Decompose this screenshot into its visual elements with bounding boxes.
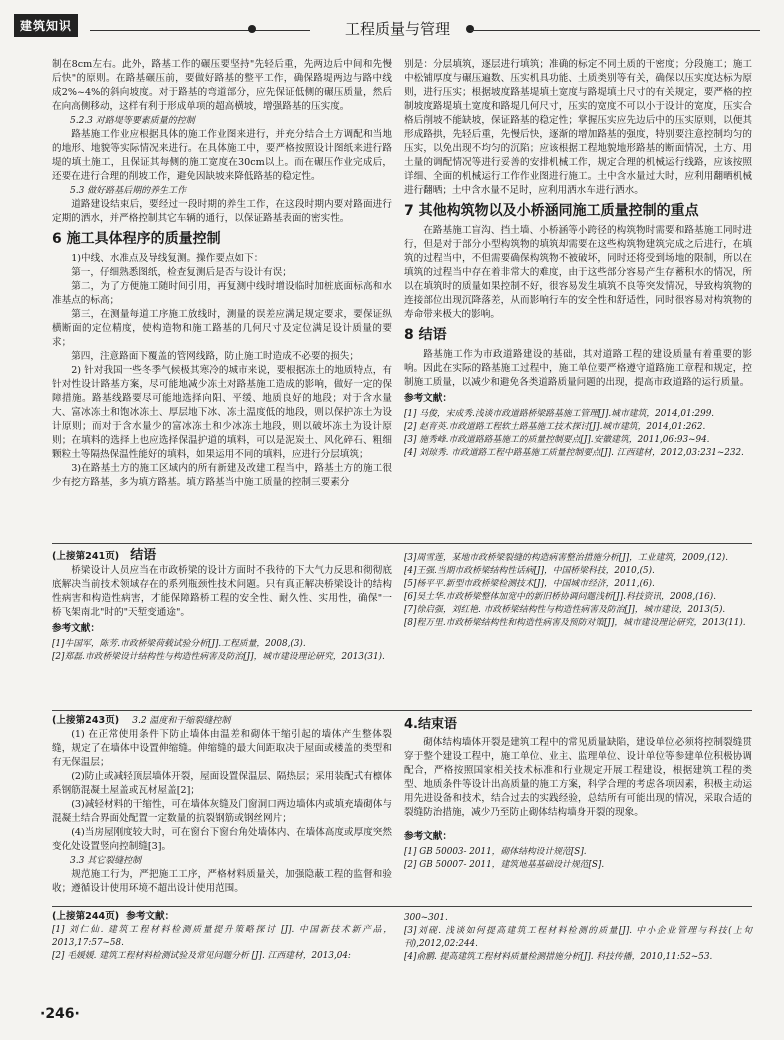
reference-item: [3]刘砚. 浅谈如何提高建筑工程材料检测的质量[J]. 中小企业管理与科技(上旬刊),2012,02:244. [404,926,752,949]
section-heading: 6 施工具体程序的质量控制 [52,231,221,247]
section-divider [52,543,752,544]
paragraph: 第一，仔细熟悉图纸，检查复测后是否与设计有误； [71,267,292,278]
reference-item: [1] 刘仁仙. 建筑工程材料检测质量提升策略探讨 [J]. 中国新技术新产品，2013,17:57~58. [52,925,392,948]
section-heading: 8 结语 [404,327,447,343]
materials-article-right-column [404,912,752,964]
section-heading: 结语 [130,548,157,563]
paragraph: 别是：分层填筑，逐层进行填筑；准确的标定不同土质的干密度；分段施工；施工中松铺厚度与碾压遍数、压实机具功能、土质类别等有关，确保以压实度达标为原则，进行压实；根据坡度路基堤填土宽度与路堤填土尺寸的有关规定，要严格的控制坡度路堤填土宽度和路堤几何尺寸，压实的宽度不可以小于设计的宽度，压实合格后削坡不能缺坡，保证路基的稳定性；掌握压实应先边后中的压实原则，以便其形成路拱，先轻后重，先慢后快，逐渐的增加路基的强度，特别要注意控制均匀的压实，以免出现不均匀的沉陷；应该根据工程地貌地形路基的断面情况，土方、用土量的调配情况等进行妥善的安排机械工作，规定合理的机械运行线路，应该按照详细、全面的机械运行工作作业图进行施工。土中含水量过大时，应利用翻晒机械进行翻晒；土中含水量不足时，应利用洒水车进行洒水。 [404,59,752,196]
section-heading: 4.结束语 [404,717,457,732]
reference-item: [5]杨平平.新型市政桥梁检测技术[J]，中国城市经济，2011,(6). [404,579,655,589]
paragraph: 桥梁设计人员应当在市政桥梁的设计方面时不我待的下大气力反思和彻彻底底解决当前技术领域存在的系列瓶颈性技术问题。只有真正解决桥梁设计的结构性病害和构造性病害，才能保障路桥工程的安全性、耐久性、实用性，确保"一桥飞架南北"时的"天堑变通途"。 [52,565,392,618]
continued-from-label: (上接第243页) [52,715,120,726]
reference-item: [4] 刘琼秀. 市政道路工程中路基施工质量控制要点[J]. 江西建材，2012,03:231~232. [404,448,744,458]
paragraph: (1) 在正常使用条件下防止墙体由温差和砌体干缩引起的墙体产生整体裂缝，规定了在墙体中设置伸缩缝。伸缩缝的最大间距取决于屋面或楼盖的类型和有无保温层； [52,729,392,768]
paragraph: 在路基施工盲沟、挡土墙、小桥涵等小跨径的构筑物时需要和路基施工同时进行，但是对于部分小型构筑物的填筑却需要在这些构筑物建筑完成之后进行，在填筑的过程当中，不但需要确保构筑物不被破坏，同时还将受到场地的限制，所以在填筑的过程当中存在着非常大的难度，由于这些部分容易产生存蓄积水的情况，所以在填筑时的质量如果控制不好，很容易发生填筑不良等突发情况，导致构筑物的连接部位出现沉降落差，从而影响行车的安全性和舒适性，同时很容易对构筑物的寿命带来极大的影响。 [404,225,752,320]
paragraph: 砌体结构墙体开裂是建筑工程中的常见质量缺陷，建设单位必须将控制裂缝贯穿于整个建设工程中，施工单位、业主、监理单位、设计单位等参建单位积极协调配合，严格按照国家相关技术标准和行业规定开展工程建设，根据建筑工程的类型、地质条件等设计出高质量的施工方案，科学合理的考虑各项因素，积极主动运用先进设备和技术，结合过去的实践经验，总结所有可能出现的情况，采取合适的裂缝防治措施，减少乃至防止砌体结构墙身开裂的现象。 [404,737,752,818]
paragraph: 1)中线、水准点及导线复测。操作要点如下： [71,253,264,264]
header-dot-left [248,25,256,33]
paragraph: 路基施工作为市政道路建设的基础，其对道路工程的建设质量有着重要的影响。因此在实际的路基施工过程中，施工单位要严格遵守道路施工章程和规定，控制施工质量，以减少和避免各类道路质量问题的出现，提高市政道路的运行质量。 [404,349,752,388]
subheading: 5.2.3 对路堤等要素质量的控制 [70,116,195,126]
references-heading: 参考文献： [404,831,452,842]
section-divider [52,906,752,907]
references-heading: 参考文献： [52,623,100,634]
references-heading: 参考文献： [126,911,175,922]
reference-item: [1]牛国军，陈芳.市政桥梁荷载试验分析[J].工程质量，2008,(3). [52,639,306,649]
continued-from-label: (上接第241页) [52,551,120,562]
section-divider [52,710,752,711]
paragraph: 路基施工作业应根据具体的施工作业图来进行，并充分结合土方调配和当地的地形、地貌等实际情况来进行。在具体施工中，要严格按照设计图纸来进行路堤的填土施工，且保证其每侧的施工宽度在30cm以上。而在碾压作业完成后，还要在进行合理的削坡工作，避免因缺坡来降低路基的稳定性。 [52,129,392,182]
paragraph: 第二，为了方便施工随时间引用，再复测中线时增设临时加桩底面标高和水准基点的标高； [52,281,392,306]
reference-item: [7]徐启强，刘红艳. 市政桥梁结构性与构造性病害及防治[J]，城市建设，2013(5). [404,605,726,615]
subheading: 5.3 做好路基后期的养生工作 [70,186,187,196]
materials-article-left-column [52,910,392,963]
masonry-article-right-column [404,714,752,872]
paragraph: (4)当房屋刚度较大时，可在窗台下窗台角处墙体内、在墙体高度或厚度突然变化处设置竖向控制缝[3]。 [52,827,392,852]
page-number: ·246· [40,1006,80,1022]
reference-item: 300~301. [404,913,448,923]
reference-item: [2]郑磊.市政桥梁设计结构性与构造性病害及防治[J]，城市建设理论研究，2013(31). [52,652,385,662]
column-logo: 建筑知识 [14,14,78,37]
reference-item: [1] GB 50003- 2011，砌体结构设计规范[S]. [404,847,587,857]
road-article-right-column [404,58,752,460]
header-dot-right [466,25,474,33]
paragraph: 2) 针对我国一些冬季气候极其寒冷的城市来说，要根据冻土的地质特点，有针对性设计路基方案，尽可能地减少冻土对路基施工造成的影响，做好一定的保障措施。路基线路要尽可能地选择向阳、平缓、地质良好的地段；对于含水量大、富冰冻土和饱冰冻土、厚层地下冰、冻土温度低的地段，则以保护冻土为设计原则；而对于含水量少的富冰冻土和少冰冻土地段，则以破坏冻土为设计原则；在填料的选择上也应选择保温护道的填料，可以是泥炭土、风化碎石、粗细颗粒土等隔热保温性能好的填料，如果运用不同的填料，应进行分层填筑； [52,365,392,460]
reference-item: [2] 毛媛媛. 建筑工程材料检测试验及常见问题分析 [J]. 江西建材，2013,04: [52,951,351,961]
reference-item: [3]周雪莲，某地市政桥梁裂缝的构造病害整治措施分析[J]，工业建筑，2009,(12). [404,553,729,563]
reference-item: [2] GB 50007- 2011，建筑地基基础设计规范[S]. [404,860,605,870]
reference-item: [8]程万里.市政桥梁结构性和构造性病害及预防对策[J]，城市建设理论研究，2013(11). [404,618,746,628]
paragraph: (3)减轻材料的干缩性，可在墙体灰缝及门窗洞口两边墙体内或填充墙砌体与混凝土结合界面处配置一定数量的抗裂钢筋或钢丝网片； [52,799,392,824]
continued-from-label: (上接第244页) [52,911,120,922]
page-header [0,0,784,44]
subheading: 3.3 其它裂缝控制 [70,856,142,866]
reference-item: [4]王强.当期市政桥梁结构性话病[J]，中国桥梁科技，2010,(5). [404,566,655,576]
paragraph: 第四，注意路面下覆盖的管网线路，防止施工时造成不必要的损失； [71,351,359,362]
section-heading: 7 其他构筑物以及小桥涵同施工质量控制的重点 [404,203,699,219]
paragraph: 制在8cm左右。此外，路基工作的碾压要坚持"先轻后重，先两边后中间和先慢后快"的原则。在路基碾压前，要做好路基的整平工作，确保路堤两边与路中线成2%~4%的斜向坡度。对于路基的弯道部分，应先保证低侧的碾压质量，然后在向高侧移动，这样有利于形成单项的超高横坡，增强路基的压实度。 [52,59,392,112]
paragraph: 第三，在测量每道工序施工放线时，测量的误差应满足规定要求，要保证纵横断面的定位精度，使构造物和施工路基的几何尺寸及定位满足设计质量的要求； [52,309,392,348]
header-rule-right [470,30,760,31]
paragraph: 规范施工行为，严把施工工序，严格材料质量关，加强隐蔽工程的监督和验收；遵循设计使用环境不超出设计使用范围。 [52,869,392,894]
subheading: 3.2 温度和干缩裂缝控制 [132,716,231,726]
paragraph: (2)防止或减轻顶层墙体开裂，屋面设置保温层、隔热层；采用装配式有檩体系钢筋混凝土屋盖或瓦材屋盖[2]； [52,771,392,796]
bridge-article-left-column [52,549,392,664]
reference-item: [3] 施秀峰.市政道路路基施工的质量控制要点[J].安徽建筑，2011,06:93~94. [404,435,710,445]
references-heading: 参考文献： [404,393,452,404]
reference-item: [2] 赵育英.市政道路工程软土路基施工技术探讨[J].城市建筑，2014,01:262. [404,422,706,432]
header-rule-left [90,30,310,31]
journal-title: 工程质量与管理 [345,20,451,38]
paragraph: 3)在路基土方的施工区域内的所有新建及改建工程当中，路基土方的施工很少有挖方路基，多为填方路基。填方路基当中施工质量的控制三要素分 [52,463,392,488]
road-article-left-column [52,58,392,490]
reference-item: [1] 马俊，宋成秀.浅谈市政道路桥梁路基施工管理[J].城市建筑，2014,01:299. [404,409,715,419]
bridge-article-right-column [404,552,752,630]
reference-item: [4]俞鹏. 提高建筑工程材料质量检测措施分析[J]. 科技传播，2010,11:52~53. [404,952,713,962]
reference-item: [6]吴土华.市政桥梁整体加宽中的新旧桥协调问题浅析[J].科技资讯，2008,(16). [404,592,716,602]
paragraph: 道路建设结束后，要经过一段时期的养生工作，在这段时期内要对路面进行定期的洒水，并严格控制其它车辆的通行，以保证路基表面的密实性。 [52,199,392,224]
masonry-article-left-column [52,714,392,896]
